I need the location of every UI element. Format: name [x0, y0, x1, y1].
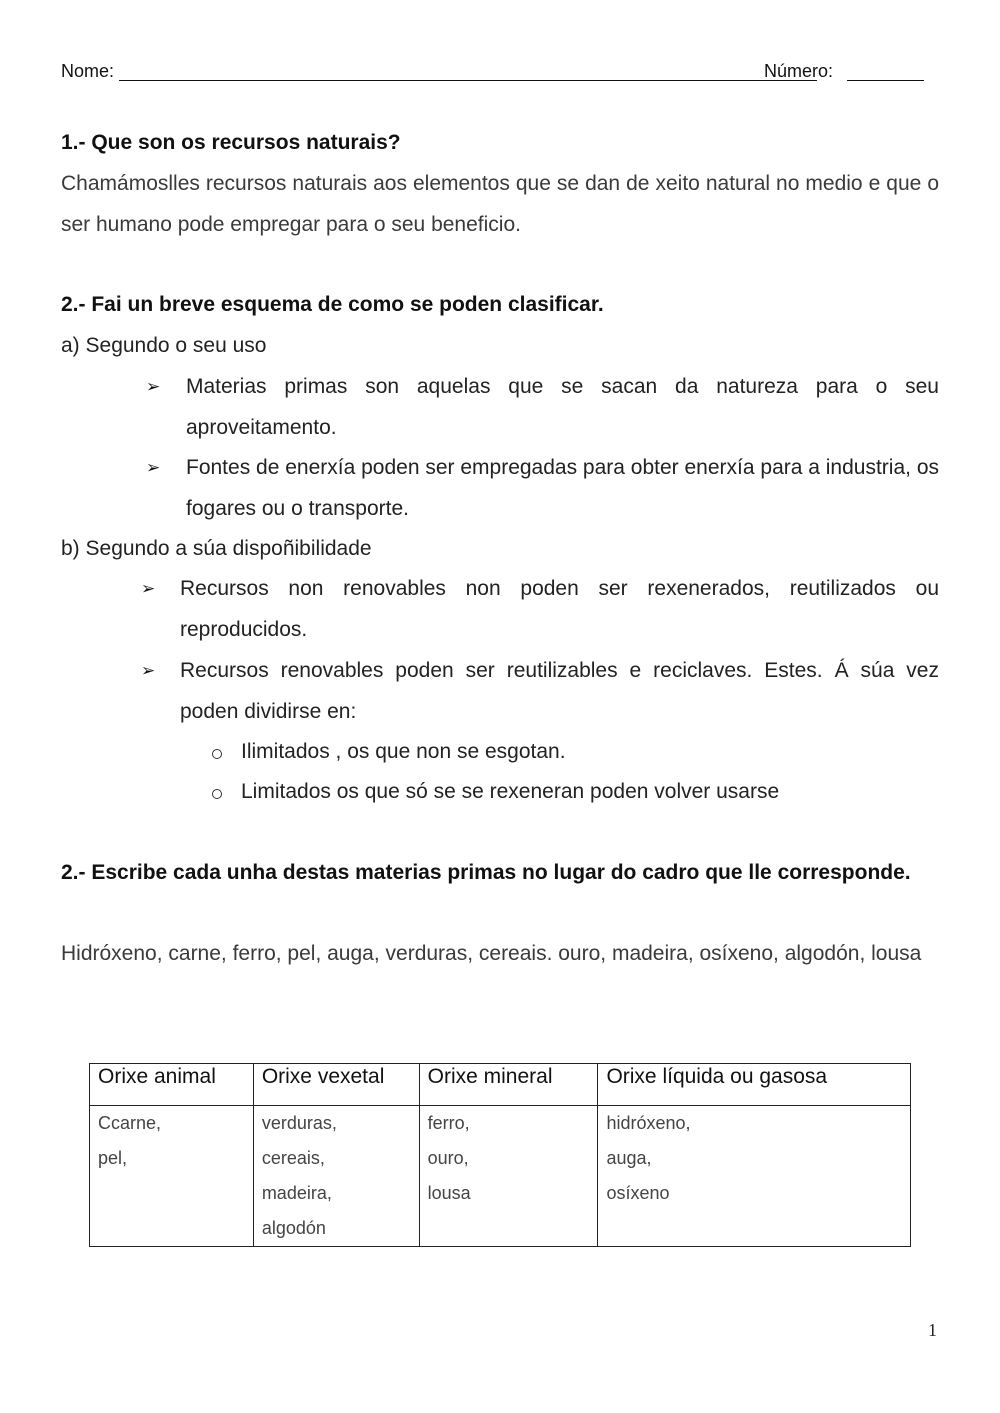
- arrow-bullet-icon: ➢: [146, 377, 161, 396]
- cell-item: algodón: [261, 1218, 326, 1238]
- cell-item: cereais,: [261, 1148, 325, 1168]
- numero-label: Número:: [764, 61, 834, 81]
- circle-bullet-icon: [212, 789, 222, 799]
- circle-bullet-icon: [212, 749, 222, 759]
- nome-label: Nome:: [61, 61, 115, 81]
- question-3-title: 2.- Escribe cada unha destas materias primas no lugar do cadro que lle corresponde.: [61, 861, 911, 884]
- header-orixe-mineral: Orixe mineral: [419, 1064, 598, 1106]
- cell-item: pel,: [98, 1148, 128, 1168]
- cell-item: hidróxeno,: [606, 1113, 691, 1133]
- cell-item: ouro,: [427, 1148, 469, 1168]
- classification-table: [89, 1063, 911, 1247]
- cell-item: auga,: [606, 1148, 652, 1168]
- cell-orixe-vexetal[interactable]: [253, 1106, 419, 1247]
- header-orixe-gasosa: Orixe líquida ou gasosa: [598, 1064, 911, 1106]
- header-orixe-animal: Orixe animal: [90, 1064, 254, 1106]
- section-a-label: a) Segundo o seu uso: [61, 334, 267, 357]
- arrow-bullet-icon: ➢: [141, 661, 156, 680]
- list-item-renovables: Recursos renovables poden ser reutilizables e reciclaves. Estes. Á súa vez poden dividirse en:: [180, 659, 939, 723]
- arrow-bullet-icon: ➢: [146, 458, 161, 477]
- list-item-materias-primas: Materias primas son aquelas que se sacan da natureza para o seu aproveitamento.: [186, 375, 939, 439]
- section-b-label: b) Segundo a súa dispoñibilidade: [61, 537, 372, 560]
- question-2-title: 2.- Fai un breve esquema de como se poden clasificar.: [61, 293, 604, 316]
- cell-orixe-gasosa[interactable]: [598, 1106, 911, 1247]
- nome-blank[interactable]: [119, 80, 817, 81]
- cell-item: verduras,: [261, 1113, 337, 1133]
- cell-item: Ccarne,: [98, 1113, 162, 1133]
- cell-orixe-animal[interactable]: [90, 1106, 254, 1247]
- question-1-answer: Chamámoslles recursos naturais aos elementos que se dan de xeito natural no medio e que o ser humano pode empregar para o seu beneficio.: [61, 172, 939, 236]
- cell-item: madeira,: [261, 1183, 332, 1203]
- question-1-title: 1.- Que son os recursos naturais?: [61, 131, 401, 154]
- word-list: Hidróxeno, carne, ferro, pel, auga, verduras, cereais. ouro, madeira, osíxeno, algodón, lousa: [61, 942, 922, 965]
- arrow-bullet-icon: ➢: [141, 579, 156, 598]
- sub-item-ilimitados: Ilimitados , os que non se esgotan.: [241, 740, 566, 763]
- list-item-fontes-enerxia: Fontes de enerxía poden ser empregadas para obter enerxía para a industria, os fogares ou o transporte.: [186, 456, 939, 520]
- sub-item-limitados: Limitados os que só se se rexeneran poden volver usarse: [241, 780, 780, 803]
- cell-item: ferro,: [427, 1113, 470, 1133]
- page-number: 1: [928, 1320, 937, 1340]
- numero-blank[interactable]: [847, 80, 924, 81]
- cell-item: lousa: [427, 1183, 471, 1203]
- cell-orixe-mineral[interactable]: [419, 1106, 598, 1247]
- cell-item: osíxeno: [606, 1183, 670, 1203]
- header-orixe-vexetal: Orixe vexetal: [253, 1064, 419, 1106]
- list-item-non-renovables: Recursos non renovables non poden ser rexenerados, reutilizados ou reproducidos.: [180, 577, 939, 641]
- name-number-line: [61, 61, 939, 85]
